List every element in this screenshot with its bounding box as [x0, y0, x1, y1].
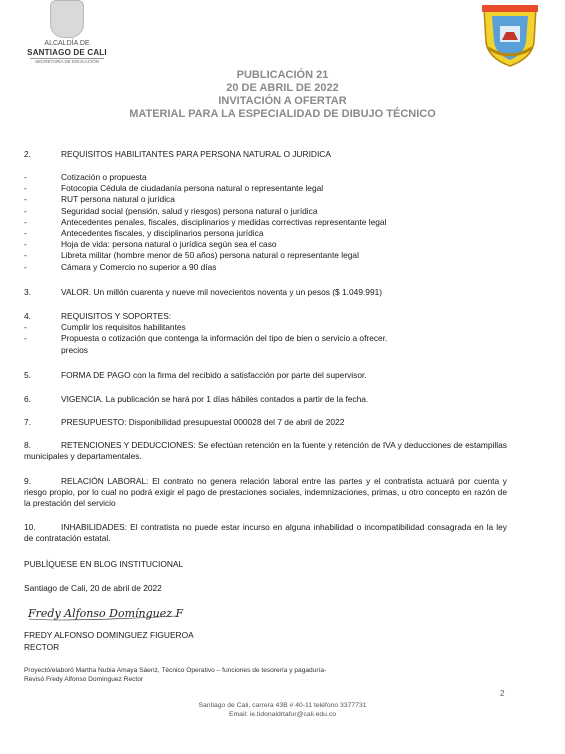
signature-text: Fredy Alfonso Domínguez F — [28, 607, 184, 620]
email: Email: ie.tidonaldrtafur@cali.edu.co — [228, 710, 337, 718]
section-text: RELACIÓN LABORAL: El contrato no genera relación laboral entre las partes y el contratista actuará por cuenta y riesgo propio, por lo cual no podrá exigir el pago de prestaciones sociales, indemnizaciones, primas, u otro concepto en razón de la prestación del servicio — [24, 476, 507, 509]
reviewed-by: Revisó Fredy Alfonso Domínguez Rector — [24, 676, 144, 683]
section-7 — [24, 417, 507, 428]
title-line4: MATERIAL PARA LA ESPECIALIDAD DE DIBUJO TÉCNICO — [129, 108, 436, 120]
list-item: Seguridad social (pensión, salud y riesgos) persona natural o jurídica — [61, 205, 318, 216]
requirements-list: - Cotización o propuesta - Fotocopia Cédula de ciudadanía persona natural o representante legal - RUT persona natural o jurídica - Seguridad social (pensión, salud y riesgos) persona natural o jurídica - Antecedentes penales, fiscales, disciplinarios y medidas correctivas representante legal - Antecedentes fiscales, y disciplinarios persona jurídica - Hoja de vida: persona natural o jurídica según sea el caso - Libreta militar (hombre menor de 50 años) persona natural o representante legal - Cámara y Comercio no superior a 90 días — [24, 172, 387, 272]
list-item: Antecedentes fiscales, y disciplinarios persona jurídica — [61, 228, 264, 239]
list-item: Propuesta o cotización que contenga la información del tipo de bien o servicio a ofrecer. — [61, 333, 388, 344]
section-number: 6. — [24, 394, 31, 404]
list-item: Cumplir los requisitos habilitantes — [61, 322, 186, 333]
section-number: 2. — [24, 149, 31, 159]
address: Santiago de Cali, carrera 43B # 40-11 teléfono 3377731 — [198, 702, 367, 709]
section-number: 3. — [24, 287, 31, 297]
list-item-continuation: precios — [61, 344, 88, 355]
list-item: Cámara y Comercio no superior a 90 días — [61, 261, 217, 272]
list-item: Hoja de vida: persona natural o jurídica según sea el caso — [61, 239, 277, 250]
alcaldia-line2: SANTIAGO DE CALI — [27, 48, 107, 57]
section-number: 4. — [24, 311, 31, 321]
title-line1: PUBLICACIÓN 21 — [236, 69, 329, 81]
signer-role: RECTOR — [24, 642, 60, 652]
section-heading: REQUISITOS HABILITANTES PARA PERSONA NATURAL O JURIDICA — [61, 149, 331, 159]
place-date: Santiago de Cali, 20 de abril de 2022 — [24, 583, 162, 593]
list-item: Fotocopia Cédula de ciudadanía persona natural o representante legal — [61, 183, 324, 194]
alcaldia-line3: SECRETARÍA DE EDUCACIÓN — [30, 58, 104, 65]
section-4: 4. REQUISITOS Y SOPORTES: - Cumplir los requisitos habilitantes - Propuesta o cotización que contenga la información del tipo de bien o servicio a ofrecer. precios — [24, 311, 388, 355]
section-5 — [24, 370, 507, 381]
section-number: 9. — [24, 476, 31, 486]
contact-info — [0, 702, 565, 719]
section-number: 10. — [24, 522, 36, 532]
school-crest-logo — [478, 2, 542, 68]
section-text: VIGENCIA. La publicación se hará por 1 días hábiles contados a partir de la fecha. — [61, 394, 369, 404]
section-3 — [24, 287, 507, 298]
section-text: VALOR. Un millón cuarenta y nueve mil novecientos noventa y un pesos ($ 1.049.991) — [61, 287, 383, 297]
section-number: 7. — [24, 417, 31, 427]
section-heading: REQUISITOS Y SOPORTES: — [61, 311, 172, 321]
signer-name: FREDY ALFONSO DOMINGUEZ FIGUEROA — [24, 630, 194, 640]
list-item: Antecedentes penales, fiscales, disciplinarios y medidas correctivas representante legal — [61, 216, 387, 227]
coat-of-arms-icon — [50, 0, 84, 38]
title-line3: INVITACIÓN A OFERTAR — [218, 95, 347, 107]
title-line2: 20 DE ABRIL DE 2022 — [226, 82, 339, 94]
section-number: 8. — [24, 440, 31, 450]
section-6 — [24, 394, 507, 405]
alcaldia-logo — [22, 0, 112, 65]
prepared-by: Proyectó/elaboró Martha Nubia Amaya Sáenz, Técnico Operativo – funciones de tesorería y pagaduría- — [24, 667, 327, 674]
list-item: Libreta militar (hombre menor de 50 años) persona natural o representante legal — [61, 250, 359, 261]
section-text: FORMA DE PAGO con la firma del recibido a satisfacción por parte del supervisor. — [61, 370, 367, 380]
section-10 — [24, 522, 507, 544]
section-8 — [24, 440, 507, 462]
page-number: 2 — [500, 689, 505, 698]
section-text: PRESUPUESTO: Disponibilidad presupuestal 000028 del 7 de abril de 2022 — [61, 417, 345, 427]
handwritten-signature — [26, 599, 196, 623]
section-text: INHABILIDADES: El contratista no puede estar incurso en alguna inhabilidad o incompatibilidad consagrada en la ley de contratación estatal. — [24, 522, 507, 544]
section-9 — [24, 476, 507, 510]
section-2 — [24, 149, 507, 160]
section-text: RETENCIONES Y DEDUCCIONES: Se efectúan retención en la fuente y retención de IVA y deducciones de estampillas municipales y departamentales. — [24, 440, 507, 462]
list-item: Cotización o propuesta — [61, 172, 147, 182]
publish-notice: PUBLÍQUESE EN BLOG INSTITUCIONAL — [24, 559, 184, 569]
section-number: 5. — [24, 370, 31, 380]
document-title — [0, 69, 565, 121]
list-item: RUT persona natural o jurídica — [61, 194, 175, 205]
alcaldia-line1: ALCALDÍA DE — [44, 40, 90, 47]
